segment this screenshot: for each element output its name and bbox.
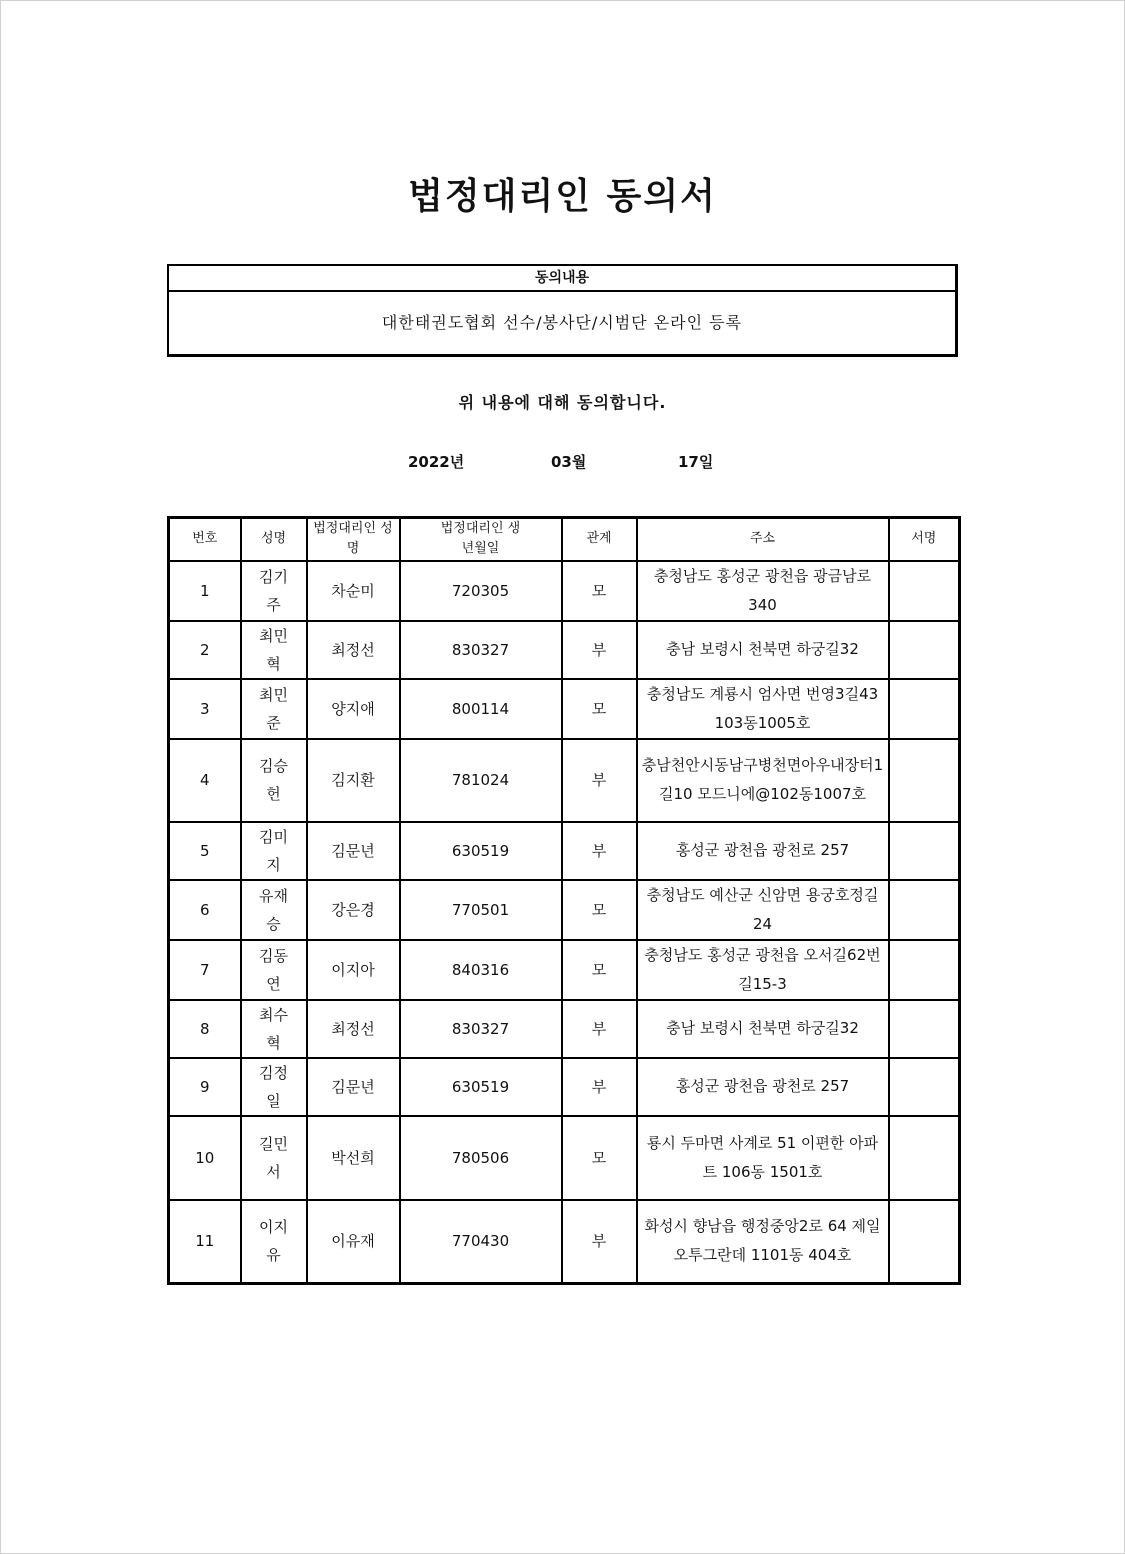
cell-address (637, 621, 889, 679)
header-relation: 관계 (562, 518, 637, 561)
cell-address-text: 충남 보령시 천북면 하궁길32 (666, 1019, 859, 1037)
cell-guardian-name-text: 강은경 (331, 900, 375, 919)
cell-address-text: 충청남도 홍성군 광천읍 광금남로340 (653, 566, 872, 614)
cell-address (637, 880, 889, 940)
cell-no (169, 880, 241, 940)
cell-guardian-birth-text: 720305 (451, 581, 510, 600)
consent-box (167, 264, 958, 357)
cell-name (241, 880, 307, 940)
table-row (169, 822, 960, 880)
cell-name (241, 561, 307, 621)
cell-guardian-name-text: 김지환 (331, 771, 375, 789)
cell-name (241, 1058, 307, 1116)
date-year: 2022년 (408, 453, 465, 471)
cell-guardian-birth (400, 1200, 562, 1284)
cell-name (241, 822, 307, 880)
cell-relation (562, 940, 637, 1000)
table-header-row (169, 518, 960, 561)
cell-name-text: 김동연 (259, 946, 288, 993)
cell-guardian-name (307, 679, 400, 739)
cell-name (241, 1200, 307, 1284)
cell-address (637, 1000, 889, 1058)
cell-name (241, 679, 307, 739)
cell-relation (562, 1200, 637, 1284)
cell-no-text: 3 (199, 699, 210, 718)
cell-relation (562, 1058, 637, 1116)
cell-signature (889, 1058, 960, 1116)
table-row (169, 739, 960, 822)
cell-guardian-name-text: 차순미 (331, 581, 375, 600)
cell-guardian-name-text: 최정선 (331, 640, 375, 659)
cell-relation (562, 822, 637, 880)
cell-relation (562, 739, 637, 822)
cell-relation-text: 부 (591, 771, 607, 789)
cell-no (169, 739, 241, 822)
cell-no (169, 1116, 241, 1200)
table-row (169, 1200, 960, 1284)
cell-signature (889, 679, 960, 739)
cell-guardian-birth-text: 840316 (451, 960, 510, 979)
cell-guardian-name-text: 박선희 (331, 1148, 375, 1167)
cell-guardian-birth (400, 880, 562, 940)
cell-guardian-birth-text: 770501 (451, 900, 510, 919)
date-day: 17일 (678, 453, 714, 471)
cell-guardian-birth (400, 940, 562, 1000)
cell-no (169, 621, 241, 679)
cell-guardian-birth-text: 830327 (451, 1019, 510, 1038)
cell-relation-text: 부 (591, 1077, 607, 1096)
cell-relation (562, 621, 637, 679)
cell-relation (562, 561, 637, 621)
cell-name-text: 김승헌 (259, 757, 288, 803)
cell-signature (889, 739, 960, 822)
cell-address-text: 충청남도 예산군 신암면 용궁호정길24 (646, 885, 879, 933)
cell-no (169, 1058, 241, 1116)
cell-no-text: 7 (199, 960, 210, 979)
cell-name-text: 길민서 (259, 1134, 288, 1181)
cell-address-text: 충청남도 홍성군 광천읍 오서길62번길15-3 (644, 945, 881, 993)
cell-address-text: 충남 보령시 천북면 하궁길32 (666, 640, 859, 658)
table-row (169, 940, 960, 1000)
cell-guardian-birth (400, 561, 562, 621)
cell-address (637, 1116, 889, 1200)
cell-address (637, 739, 889, 822)
cell-name (241, 739, 307, 822)
cell-name-text: 최민준 (259, 685, 288, 732)
cell-guardian-birth (400, 1000, 562, 1058)
cell-relation (562, 880, 637, 940)
cell-address (637, 679, 889, 739)
cell-no-text: 2 (199, 640, 210, 659)
cell-guardian-birth (400, 621, 562, 679)
cell-relation (562, 1116, 637, 1200)
table-row (169, 679, 960, 739)
cell-relation-text: 모 (591, 581, 607, 600)
cell-no-text: 10 (195, 1148, 215, 1167)
cell-no (169, 1000, 241, 1058)
cell-guardian-name (307, 1200, 400, 1284)
cell-address (637, 561, 889, 621)
header-name: 성명 (241, 518, 307, 561)
document-title: 법정대리인 동의서 (408, 176, 717, 217)
cell-no-text: 9 (199, 1077, 210, 1096)
cell-guardian-name (307, 880, 400, 940)
cell-address-text: 홍성군 광천읍 광천로 257 (675, 841, 850, 859)
header-no: 번호 (169, 518, 241, 561)
cell-guardian-birth (400, 679, 562, 739)
cell-signature (889, 621, 960, 679)
header-guardian-name-label: 법정대리인 성명 (313, 521, 393, 557)
cell-address-text: 홍성군 광천읍 광천로 257 (675, 1077, 850, 1095)
cell-name-text: 이지유 (259, 1218, 288, 1265)
cell-signature (889, 940, 960, 1000)
header-guardian-birth-label: 법정대리인 생년월일 (440, 521, 521, 557)
cell-signature (889, 822, 960, 880)
cell-guardian-birth-text: 630519 (451, 841, 510, 860)
table-row (169, 621, 960, 679)
cell-address (637, 940, 889, 1000)
cell-relation (562, 1000, 637, 1058)
cell-name-text: 김정일 (259, 1063, 288, 1110)
table-row (169, 1116, 960, 1200)
consent-header: 동의내용 (169, 266, 955, 292)
cell-address (637, 1200, 889, 1284)
cell-guardian-name-text: 이유재 (331, 1232, 375, 1251)
cell-name-text: 김미지 (259, 827, 288, 874)
cell-guardian-name (307, 822, 400, 880)
cell-no-text: 6 (199, 900, 210, 919)
cell-address-text: 룡시 두마면 사계로 51 이편한 아파트 106동 1501호 (646, 1133, 879, 1181)
cell-signature (889, 1000, 960, 1058)
cell-guardian-name-text: 양지애 (331, 699, 375, 718)
cell-relation-text: 부 (591, 640, 607, 659)
cell-guardian-name-text: 김문년 (331, 841, 375, 860)
cell-name (241, 1116, 307, 1200)
cell-name (241, 621, 307, 679)
cell-no-text: 11 (195, 1232, 215, 1251)
cell-guardian-birth-text: 780506 (451, 1148, 510, 1167)
table-row (169, 561, 960, 621)
cell-address (637, 822, 889, 880)
cell-name-text: 최민혁 (259, 626, 288, 673)
cell-no (169, 822, 241, 880)
cell-relation-text: 모 (591, 699, 607, 718)
cell-guardian-birth-text: 781024 (451, 771, 510, 789)
cell-signature (889, 1116, 960, 1200)
header-guardian-birth (400, 518, 562, 561)
cell-guardian-birth-text: 770430 (451, 1232, 510, 1251)
cell-no (169, 1200, 241, 1284)
cell-relation (562, 679, 637, 739)
header-signature: 서명 (889, 518, 960, 561)
cell-relation-text: 모 (591, 1148, 607, 1167)
header-address: 주소 (637, 518, 889, 561)
cell-address-text: 충남천안시동남구병천면아우내장터1길10 모드니에@102동1007호 (641, 756, 884, 803)
cell-signature (889, 880, 960, 940)
cell-guardian-name (307, 1116, 400, 1200)
cell-guardian-birth-text: 830327 (451, 640, 510, 659)
cell-name-text: 유재승 (259, 886, 288, 933)
cell-guardian-birth (400, 1116, 562, 1200)
cell-relation-text: 모 (591, 900, 607, 919)
cell-guardian-name (307, 1058, 400, 1116)
agreement-statement: 위 내용에 대해 동의합니다. (458, 393, 667, 412)
cell-signature (889, 1200, 960, 1284)
cell-guardian-birth (400, 822, 562, 880)
cell-guardian-name-text: 김문년 (331, 1077, 375, 1096)
table-row (169, 880, 960, 940)
cell-guardian-birth (400, 739, 562, 822)
cell-no-text: 4 (199, 771, 210, 789)
cell-name (241, 1000, 307, 1058)
cell-relation-text: 부 (591, 1232, 607, 1251)
date-month: 03월 (551, 453, 587, 471)
cell-address-text: 화성시 향남읍 행정중앙2로 64 제일오투그란데 1101동 404호 (644, 1217, 881, 1265)
cell-guardian-name (307, 739, 400, 822)
cell-guardian-birth (400, 1058, 562, 1116)
cell-guardian-birth-text: 800114 (451, 699, 510, 718)
cell-no (169, 679, 241, 739)
consent-content: 대한태권도협회 선수/봉사단/시범단 온라인 등록 (381, 313, 743, 332)
cell-guardian-name (307, 940, 400, 1000)
cell-signature (889, 561, 960, 621)
header-guardian-name (307, 518, 400, 561)
cell-address-text: 충청남도 계룡시 엄사면 번영3길43 103동1005호 (646, 684, 879, 732)
table-row (169, 1000, 960, 1058)
cell-no-text: 1 (199, 581, 210, 600)
cell-guardian-birth-text: 630519 (451, 1077, 510, 1096)
cell-address (637, 1058, 889, 1116)
cell-guardian-name (307, 561, 400, 621)
cell-no (169, 940, 241, 1000)
cell-relation-text: 부 (591, 841, 607, 860)
cell-relation-text: 모 (591, 960, 607, 979)
cell-name (241, 940, 307, 1000)
cell-name-text: 김기주 (259, 567, 288, 614)
cell-guardian-name (307, 621, 400, 679)
cell-guardian-name-text: 최정선 (331, 1019, 375, 1038)
guardian-table (167, 516, 961, 1285)
cell-guardian-name-text: 이지아 (331, 960, 375, 979)
cell-no-text: 8 (199, 1019, 210, 1038)
cell-no-text: 5 (199, 841, 210, 860)
table-row (169, 1058, 960, 1116)
cell-guardian-name (307, 1000, 400, 1058)
cell-relation-text: 부 (591, 1019, 607, 1038)
cell-no (169, 561, 241, 621)
cell-name-text: 최수혁 (259, 1005, 288, 1052)
